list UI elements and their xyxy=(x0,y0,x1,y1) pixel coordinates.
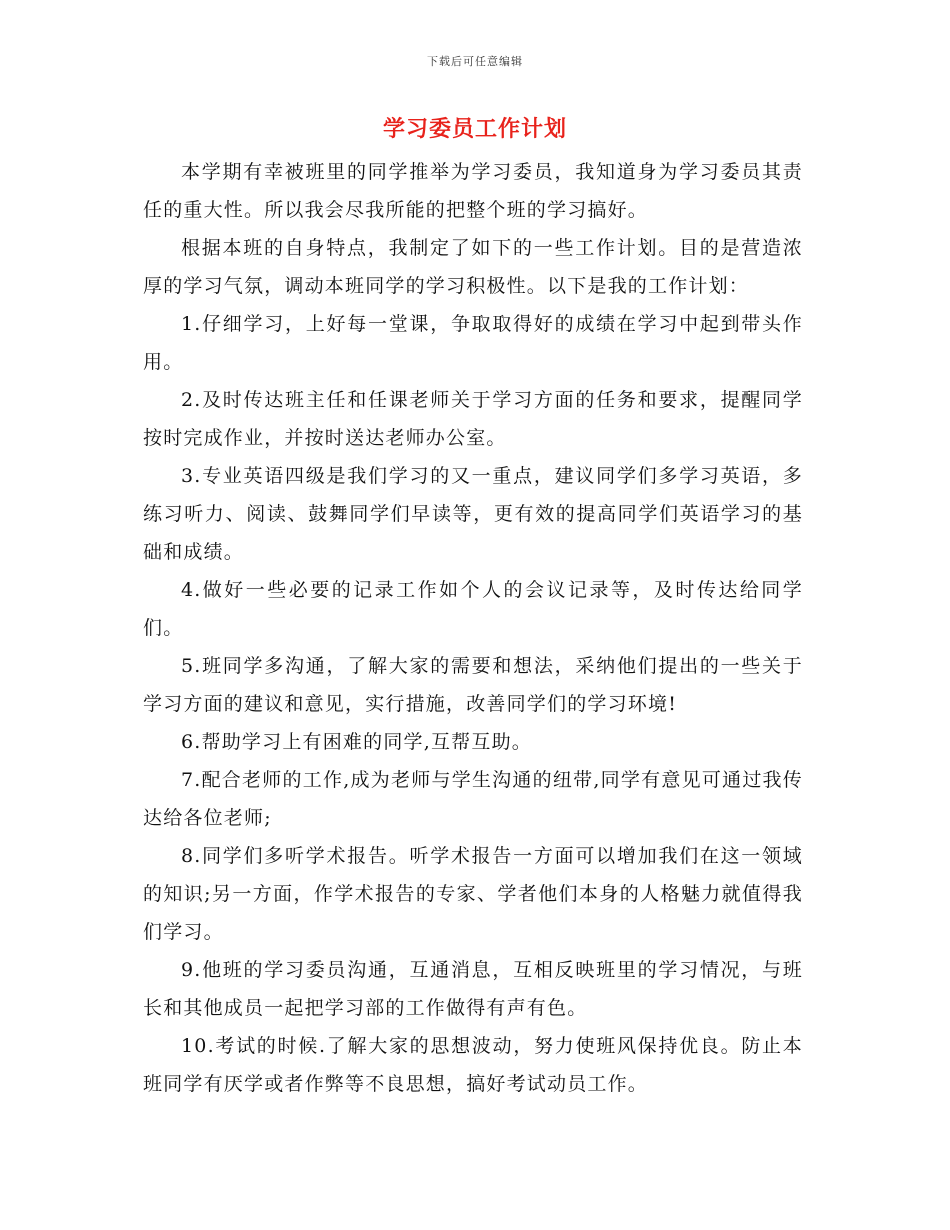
plan-intro-paragraph: 根据本班的自身特点，我制定了如下的一些工作计划。目的是营造浓厚的学习气氛，调动本班同学的学习积极性。以下是我的工作计划： xyxy=(143,237,803,297)
plan-item-1: 1.仔细学习，上好每一堂课，争取取得好的成绩在学习中起到带头作用。 xyxy=(143,313,803,373)
plan-item-6: 6.帮助学习上有困难的同学,互帮互助。 xyxy=(181,731,532,753)
plan-item-10: 10.考试的时候.了解大家的思想波动，努力使班风保持优良。防止本班同学有厌学或者作弊等不良思想，搞好考试动员工作。 xyxy=(143,1035,803,1095)
plan-item-9: 9.他班的学习委员沟通，互通消息，互相反映班里的学习情况，与班长和其他成员一起把学习部的工作做得有声有色。 xyxy=(143,959,803,1019)
document-body xyxy=(143,153,803,1103)
header-note: 下载后可任意编辑 xyxy=(427,55,523,68)
plan-item-2: 2.及时传达班主任和任课老师关于学习方面的任务和要求，提醒同学按时完成作业，并按时送达老师办公室。 xyxy=(143,389,803,449)
plan-item-8: 8.同学们多听学术报告。听学术报告一方面可以增加我们在这一领域的知识;另一方面，作学术报告的专家、学者他们本身的人格魅力就值得我们学习。 xyxy=(143,845,803,943)
plan-item-3: 3.专业英语四级是我们学习的又一重点，建议同学们多学习英语，多练习听力、阅读、鼓舞同学们早读等，更有效的提高同学们英语学习的基础和成绩。 xyxy=(143,465,803,563)
document-title: 学习委员工作计划 xyxy=(382,116,567,142)
plan-item-7: 7.配合老师的工作,成为老师与学生沟通的纽带,同学有意见可通过我传达给各位老师; xyxy=(143,769,803,829)
intro-paragraph: 本学期有幸被班里的同学推举为学习委员，我知道身为学习委员其责任的重大性。所以我会尽我所能的把整个班的学习搞好。 xyxy=(143,161,803,221)
plan-item-5: 5.班同学多沟通，了解大家的需要和想法，采纳他们提出的一些关于学习方面的建议和意见，实行措施，改善同学们的学习环境! xyxy=(143,655,803,715)
plan-item-4: 4.做好一些必要的记录工作如个人的会议记录等，及时传达给同学们。 xyxy=(143,579,803,639)
